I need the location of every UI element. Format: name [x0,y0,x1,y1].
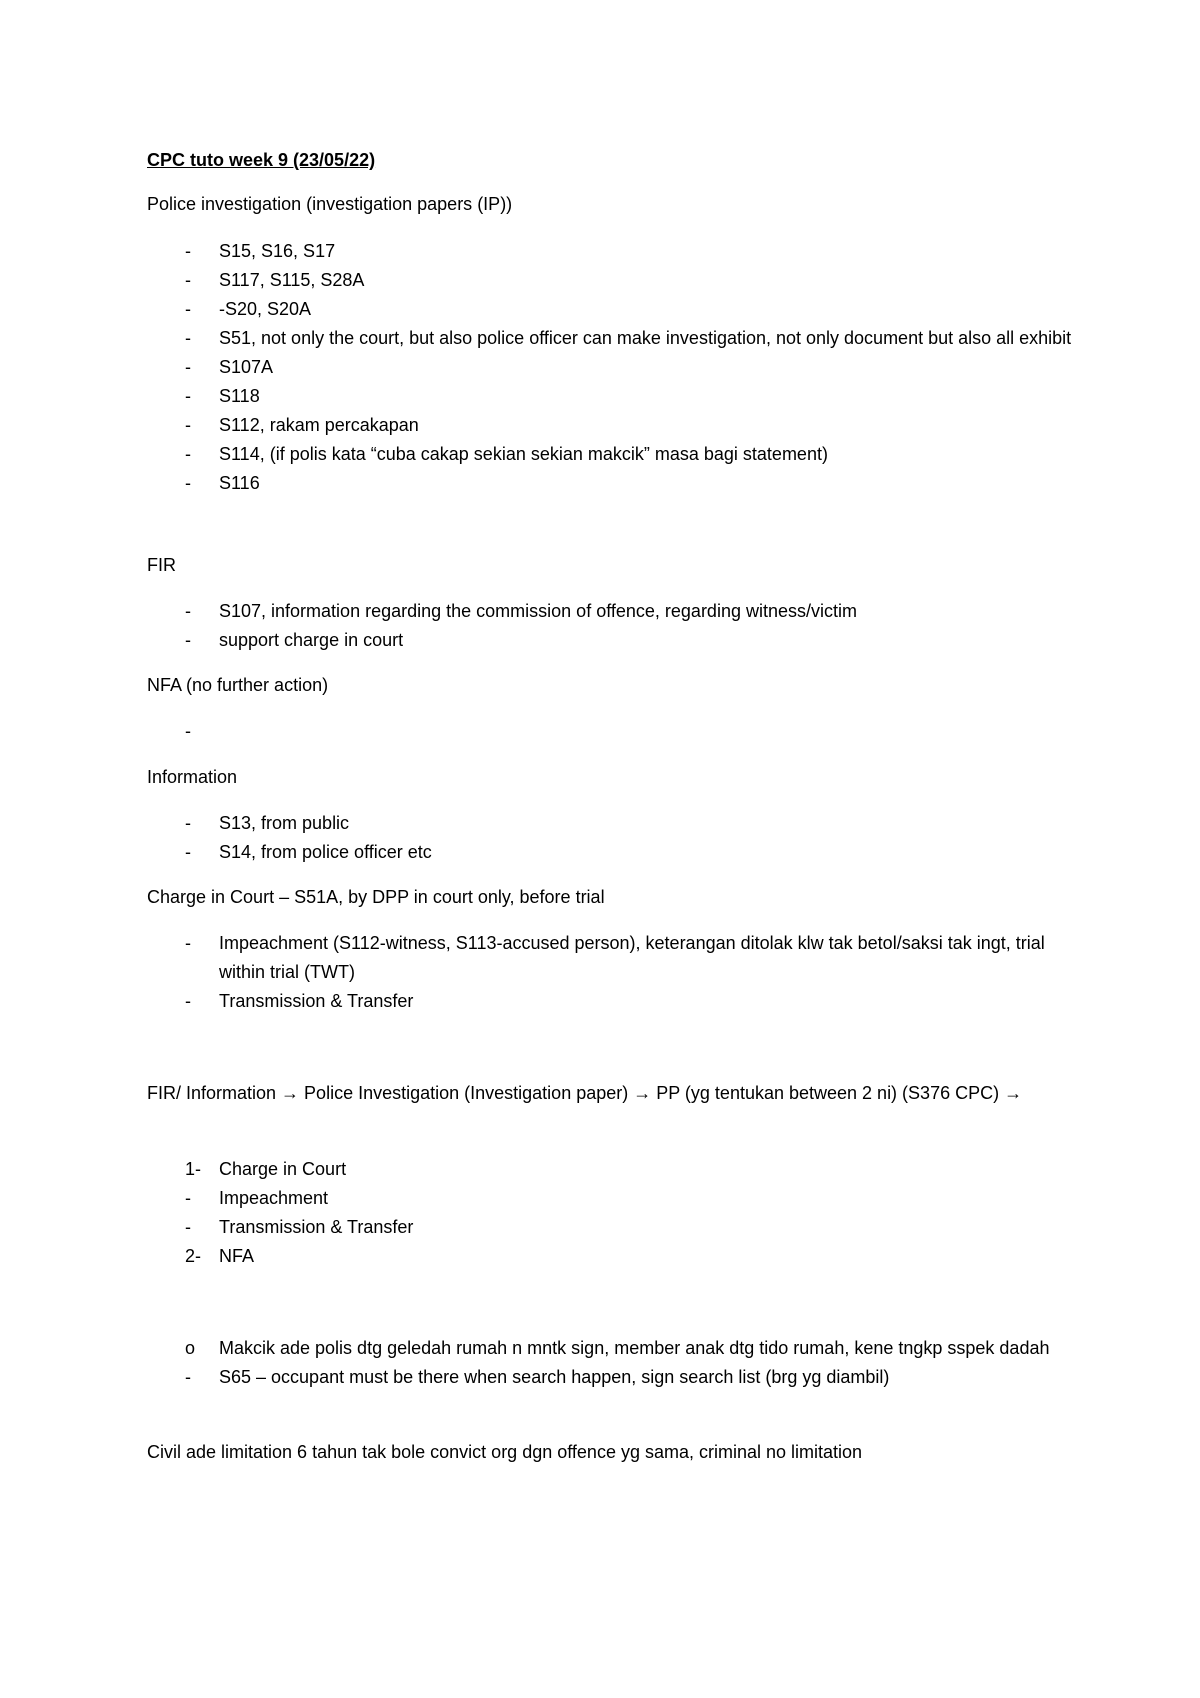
heading-fir: FIR [147,555,176,575]
bullet-dash: - [185,933,191,953]
arrow-right-icon: → [1004,1083,1023,1103]
list-item: - S14, from police officer etc [147,838,1077,867]
list-marker: - [185,1367,191,1387]
list-item: - S65 – occupant must be there when search happen, sign search list (brg yg diambil) [147,1363,1077,1392]
list-item: - Transmission & Transfer [147,1213,1077,1242]
fir-list [147,597,1077,655]
bullet-dash: - [185,299,191,319]
list-item: - S107, information regarding the commission of offence, regarding witness/victim [147,597,1077,626]
list-item: - S107A [147,353,1077,382]
police-investigation-list [147,237,1077,498]
charge-list [147,929,1077,1016]
flow-part-3: PP (yg tentukan between 2 ni) (S376 CPC) [651,1083,1005,1103]
list-item: o Makcik ade polis dtg geledah rumah n mntk sign, member anak dtg tido rumah, kene tngkp sspek dadah [147,1334,1077,1363]
list-item: 1- Charge in Court [147,1155,1077,1184]
list-marker: 1- [185,1159,202,1179]
bullet-dash: - [185,721,191,741]
heading-nfa: NFA (no further action) [147,675,329,695]
flow-list [147,1155,1077,1271]
list-item: - S13, from public [147,809,1077,838]
list-marker: o [185,1338,196,1358]
bullet-dash: - [185,415,191,435]
bullet-dash: - [185,630,191,650]
list-item: - Impeachment (S112-witness, S113-accused person), keterangan ditolak klw tak betol/saksi tak ingt, trial within trial (TWT) [147,929,1077,987]
flow-part-1: FIR/ Information [147,1083,282,1103]
bullet-dash: - [185,357,191,377]
list-item: - S117, S115, S28A [147,266,1077,295]
bullet-dash: - [185,842,191,862]
bullet-dash: - [185,241,191,261]
notes-list [147,1334,1077,1392]
bullet-dash: - [185,386,191,406]
information-list [147,809,1077,867]
list-item: - S112, rakam percakapan [147,411,1077,440]
list-item: - Impeachment [147,1184,1077,1213]
arrow-right-icon: → [281,1083,300,1103]
bullet-dash: - [185,473,191,493]
list-item: - Transmission & Transfer [147,987,1077,1016]
list-item: - S51, not only the court, but also police officer can make investigation, not only document but also all exhibit [147,324,1077,353]
arrow-right-icon: → [633,1083,652,1103]
bullet-dash: - [185,813,191,833]
list-marker: - [185,1188,191,1208]
closing-paragraph: Civil ade limitation 6 tahun tak bole convict org dgn offence yg sama, criminal no limitation [147,1442,863,1462]
list-marker: 2- [185,1246,202,1266]
bullet-dash: - [185,444,191,464]
list-marker: - [185,1217,191,1237]
flow-paragraph [147,1079,1077,1108]
list-item: 2- NFA [147,1242,1077,1271]
heading-police-investigation: Police investigation (investigation papers (IP)) [147,194,513,214]
list-item: - support charge in court [147,626,1077,655]
list-item: - -S20, S20A [147,295,1077,324]
bullet-dash: - [185,328,191,348]
heading-charge-in-court: Charge in Court – S51A, by DPP in court only, before trial [147,887,605,907]
bullet-dash: - [185,601,191,621]
document-title: CPC tuto week 9 (23/05/22) [147,150,376,170]
list-item: - S118 [147,382,1077,411]
list-item: - S15, S16, S17 [147,237,1077,266]
list-item: - S114, (if polis kata “cuba cakap sekian sekian makcik” masa bagi statement) [147,440,1077,469]
heading-information: Information [147,767,238,787]
flow-part-2: Police Investigation (Investigation paper) [299,1083,634,1103]
list-item: - S116 [147,469,1077,498]
bullet-dash: - [185,270,191,290]
bullet-dash: - [185,991,191,1011]
